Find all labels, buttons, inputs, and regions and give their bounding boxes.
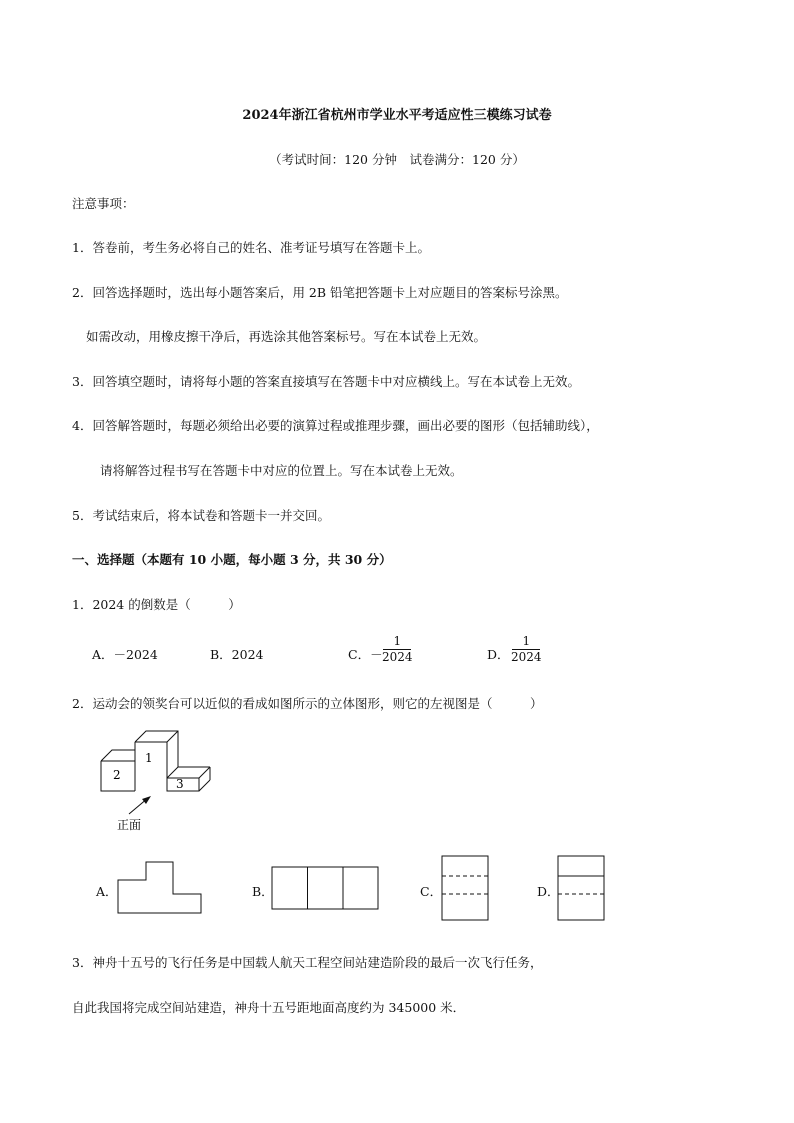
q1-option-d: D． (487, 647, 510, 662)
q2-option-b-figure (271, 866, 381, 912)
q2-option-a-figure (117, 861, 207, 915)
q1-option-c-fraction (382, 634, 413, 665)
page-title: 2024年浙江省杭州市学业水平考适应性三模练习试卷 (242, 108, 552, 123)
podium-label-2: 2 (113, 768, 121, 782)
fraction-denominator: 2024 (511, 650, 542, 664)
exam-info: （考试时间：120 分钟 试卷满分：120 分） (269, 152, 525, 167)
notes-heading: 注意事项： (72, 196, 135, 211)
question-1-stem: 1．2024 的倒数是（ ） (72, 597, 241, 612)
q1-option-c: C．－ (348, 647, 383, 662)
question-3-line-2: 自此我国将完成空间站建造，神舟十五号距地面高度约为 345000 米． (72, 1000, 466, 1015)
question-2-stem: 2．运动会的领奖台可以近似的看成如图所示的立体图形，则它的左视图是（ ） (72, 696, 543, 711)
note-item: 5．考试结束后，将本试卷和答题卡一并交回。 (72, 508, 330, 523)
section-heading: 一、选择题（本题有 10 小题，每小题 3 分，共 30 分） (72, 552, 392, 567)
podium-label-1: 1 (145, 751, 153, 765)
note-item: 请将解答过程书写在答题卡中对应的位置上。写在本试卷上无效。 (100, 463, 463, 478)
q1-option-d-fraction (511, 634, 542, 665)
q2-option-d: D． (537, 884, 560, 899)
podium-figure (95, 728, 215, 836)
q2-option-d-figure (557, 855, 607, 923)
question-3-line-1: 3．神舟十五号的飞行任务是中国载人航天工程空间站建造阶段的最后一次飞行任务， (72, 955, 543, 970)
podium-label-3: 3 (176, 777, 184, 791)
front-label: 正面 (117, 818, 142, 832)
fraction-numerator: 1 (522, 634, 531, 648)
q1-option-a: A．－2024 (92, 647, 158, 662)
fraction-numerator: 1 (393, 634, 402, 648)
q2-option-a: A． (96, 884, 118, 899)
note-item: 1．答卷前，考生务必将自己的姓名、准考证号填写在答题卡上。 (72, 240, 430, 255)
q2-option-c: C． (420, 884, 443, 899)
note-item: 3．回答填空题时，请将每小题的答案直接填写在答题卡中对应横线上。写在本试卷上无效。 (72, 374, 580, 389)
note-item: 2．回答选择题时，选出每小题答案后，用 2B 铅笔把答题卡上对应题目的答案标号涂黑。 (72, 285, 568, 300)
q2-option-c-figure (441, 855, 491, 923)
q1-option-b: B．2024 (210, 647, 264, 662)
q2-option-b: B． (252, 884, 274, 899)
fraction-denominator: 2024 (382, 650, 413, 664)
note-item: 如需改动，用橡皮擦干净后，再选涂其他答案标号。写在本试卷上无效。 (86, 329, 487, 344)
note-item: 4．回答解答题时，每题必须给出必要的演算过程或推理步骤，画出必要的图形（包括辅助线）， (72, 418, 599, 433)
